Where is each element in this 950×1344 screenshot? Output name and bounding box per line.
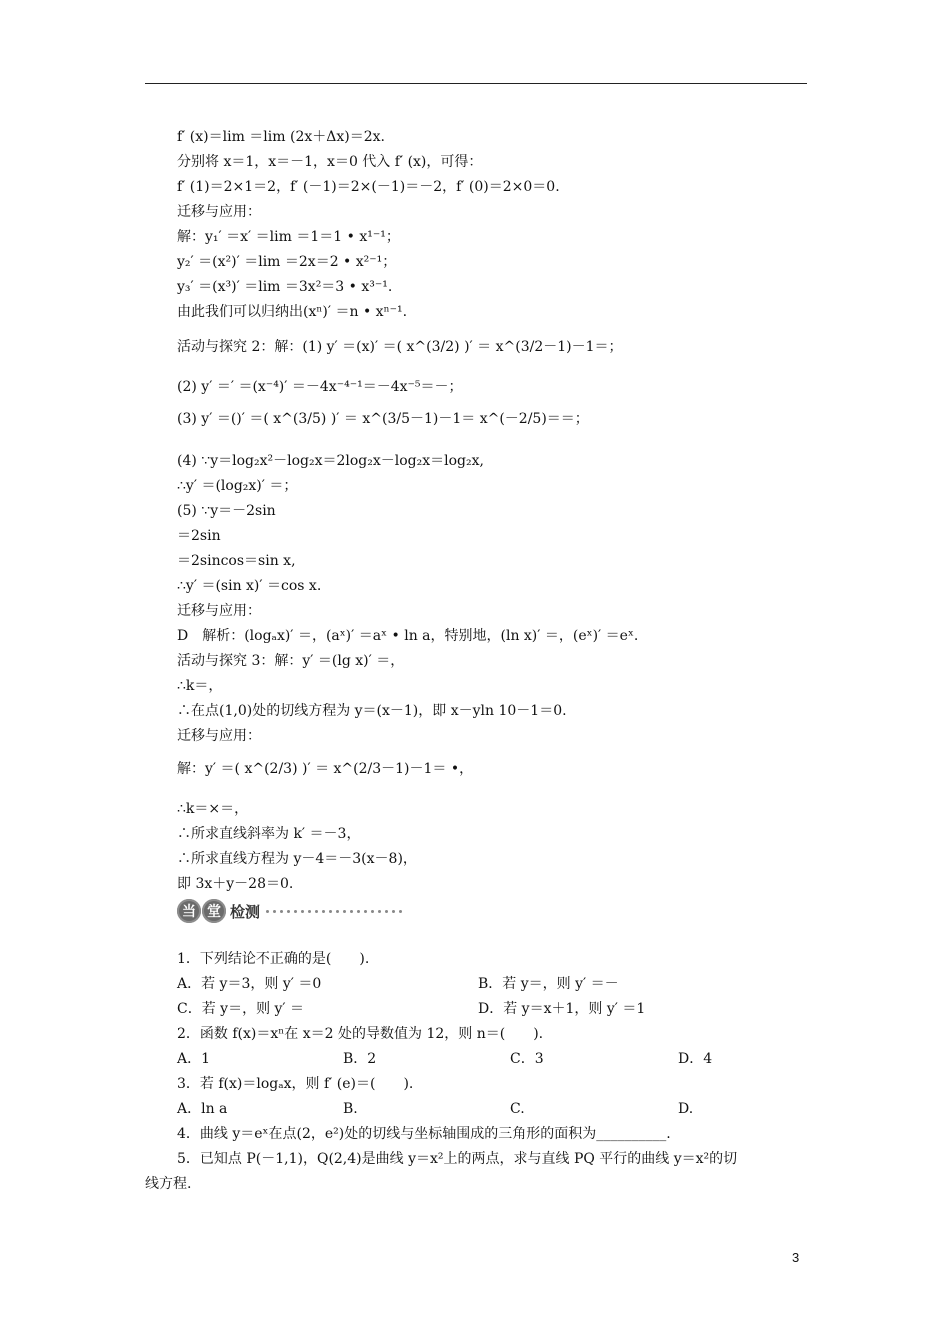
text-line: ∴所求直线方程为 y－4＝－3(x－8)， xyxy=(177,851,417,867)
banner-dots xyxy=(266,910,402,913)
text-line: ＝2sincos＝sin x, xyxy=(177,553,296,569)
text-line: 解：y₁′ ＝x′ ＝lim ＝1＝1 • x¹⁻¹； xyxy=(177,229,400,245)
banner-title: 检测 xyxy=(230,902,261,921)
text-line: (4) ∵y＝log₂x²－log₂x＝2log₂x－log₂x＝log₂x, xyxy=(177,453,484,469)
text-line: 活动与探究 3：解：y′ ＝(lg x)′ ＝， xyxy=(177,653,405,669)
text-line: ∴y′ ＝(log₂x)′ ＝； xyxy=(177,478,298,494)
question-1-option-a: A．若 y＝3，则 y′ ＝0 xyxy=(177,976,322,992)
question-1-option-b: B．若 y＝，则 y′ ＝－ xyxy=(478,976,619,992)
question-3-option-b: B. xyxy=(343,1101,358,1117)
text-line: f′ (1)＝2×1＝2，f′ (－1)＝2×(－1)＝－2，f′ (0)＝2×0＝0. xyxy=(177,179,560,195)
question-2-option-b: B．2 xyxy=(343,1051,377,1067)
text-line: 活动与探究 2：解：(1) y′ ＝(x)′ ＝( x^(3/2) )′ ＝ x^(3/2－1)－1＝； xyxy=(177,339,623,355)
text-line: (3) y′ ＝()′ ＝( x^(3/5) )′ ＝ x^(3/5－1)－1＝ x^(－2/5)＝＝； xyxy=(177,411,589,427)
text-line: 迁移与应用： xyxy=(177,204,261,220)
question-4: 4．曲线 y＝eˣ在点(2，e²)处的切线与坐标轴围成的三角形的面积为__________. xyxy=(177,1126,671,1142)
text-line: ∴在点(1,0)处的切线方程为 y＝(x－1)，即 x－yln 10－1＝0. xyxy=(177,703,567,719)
text-line: ∴k＝×＝， xyxy=(177,801,249,817)
banner-char-1: 当 xyxy=(177,899,201,923)
text-line: ∴y′ ＝(sin x)′ ＝cos x. xyxy=(177,578,322,594)
text-line: 解：y′ ＝( x^(2/3) )′ ＝ x^(2/3－1)－1＝ •， xyxy=(177,761,474,777)
question-1: 1．下列结论不正确的是( ). xyxy=(177,951,370,967)
question-3-option-a: A．ln a xyxy=(177,1101,228,1117)
text-line: 迁移与应用： xyxy=(177,603,261,619)
header-rule xyxy=(145,83,807,84)
question-3-option-d: D. xyxy=(678,1101,694,1117)
text-line: y₂′ ＝(x²)′ ＝lim ＝2x＝2 • x²⁻¹； xyxy=(177,254,397,270)
text-line: 分别将 x＝1，x＝－1，x＝0 代入 f′ (x)，可得： xyxy=(177,154,483,170)
question-1-option-d: D．若 y＝x＋1，则 y′ ＝1 xyxy=(478,1001,646,1017)
question-2-option-d: D．4 xyxy=(678,1051,713,1067)
text-line: D 解析：(logₐx)′ ＝，(aˣ)′ ＝aˣ • ln a，特别地，(ln x)′ ＝，(eˣ)′ ＝eˣ. xyxy=(177,628,639,644)
question-2: 2．函数 f(x)＝xⁿ在 x＝2 处的导数值为 12，则 n＝( ). xyxy=(177,1026,544,1042)
banner-char-2: 堂 xyxy=(202,899,226,923)
text-line: (5) ∵y＝－2sin xyxy=(177,503,276,519)
question-2-option-a: A．1 xyxy=(177,1051,211,1067)
text-line: ∴k＝， xyxy=(177,678,223,694)
question-5-line-2: 线方程. xyxy=(145,1176,192,1192)
question-5-line-1: 5．已知点 P(－1,1)，Q(2,4)是曲线 y＝x²上的两点，求与直线 PQ 平行的曲线 y＝x²的切 xyxy=(177,1151,738,1167)
section-banner xyxy=(177,898,402,924)
question-3-option-c: C. xyxy=(510,1101,525,1117)
page-number: 3 xyxy=(792,1250,800,1265)
text-line: (2) y′ ＝′ ＝(x⁻⁴)′ ＝－4x⁻⁴⁻¹＝－4x⁻⁵＝－； xyxy=(177,379,463,395)
text-line: f′ (x)＝lim ＝lim (2x＋Δx)＝2x. xyxy=(177,129,385,145)
text-line: 即 3x＋y－28＝0. xyxy=(177,876,294,892)
question-3: 3．若 f(x)＝logₐx，则 f′ (e)＝( ). xyxy=(177,1076,414,1092)
question-1-option-c: C．若 y＝，则 y′ ＝ xyxy=(177,1001,305,1017)
text-line: 由此我们可以归纳出(xⁿ)′ ＝n • xⁿ⁻¹. xyxy=(177,304,408,320)
text-line: ＝2sin xyxy=(177,528,221,544)
text-line: 迁移与应用： xyxy=(177,728,261,744)
text-line: ∴所求直线斜率为 k′ ＝－3， xyxy=(177,826,361,842)
question-2-option-c: C．3 xyxy=(510,1051,544,1067)
text-line: y₃′ ＝(x³)′ ＝lim ＝3x²＝3 • x³⁻¹. xyxy=(177,279,393,295)
